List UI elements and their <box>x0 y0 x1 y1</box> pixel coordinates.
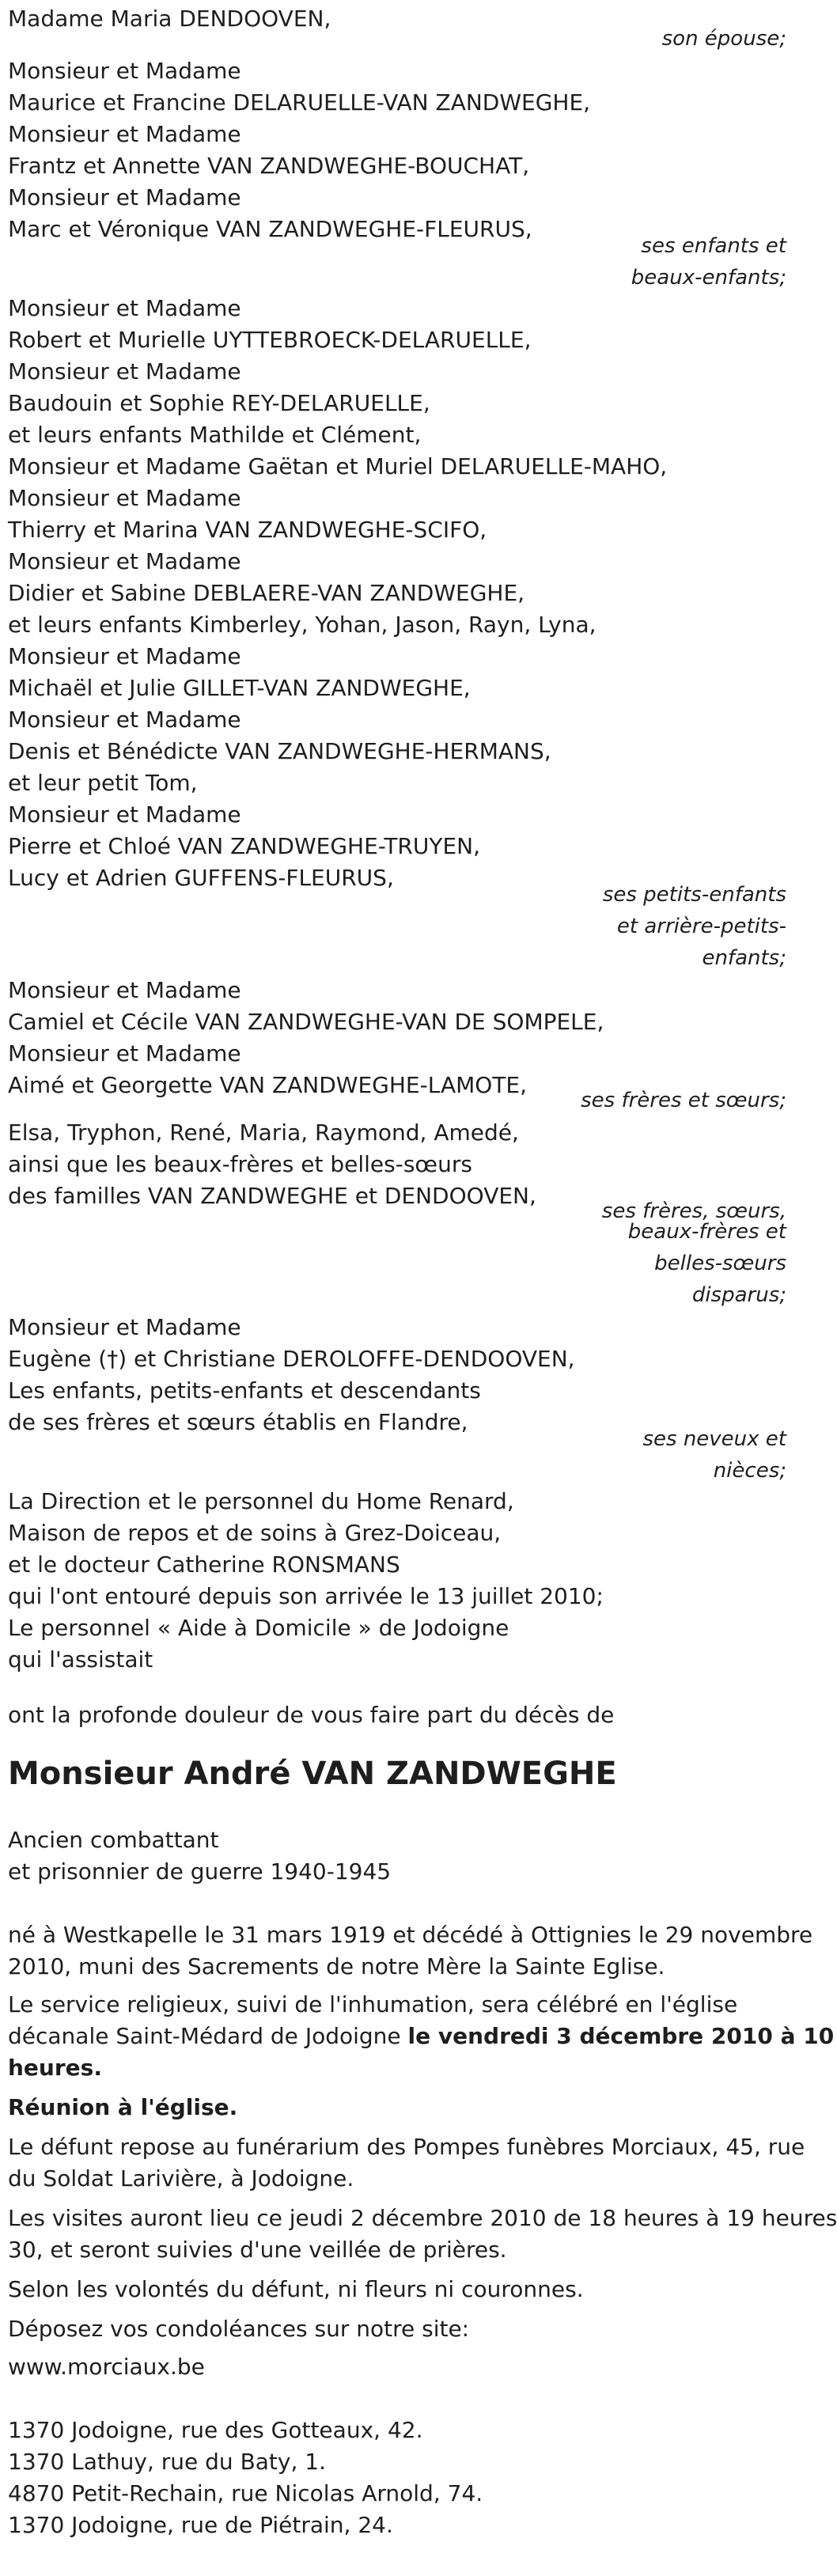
relation-label: son épouse; <box>661 27 786 51</box>
text-line: Monsieur et Madame <box>8 485 241 511</box>
text-line: Maison de repos et de soins à Grez-Doiceau, <box>8 1520 502 1546</box>
text-line: Frantz et Annette VAN ZANDWEGHE-BOUCHAT, <box>8 153 530 179</box>
text-line: Les enfants, petits-enfants et descendants <box>8 1377 481 1404</box>
text-line: Monsieur et Madame <box>8 643 241 669</box>
text-line: et leur petit Tom, <box>8 770 198 796</box>
text-line: Selon les volontés du défunt, ni fleurs ni couronnes. <box>8 2276 584 2302</box>
text-line: Marc et Véronique VAN ZANDWEGHE-FLEURUS, <box>8 216 532 242</box>
text-line: 30, et seront suivies d'une veillée de prières. <box>8 2237 507 2263</box>
text-line: Didier et Sabine DEBLAERE-VAN ZANDWEGHE, <box>8 580 525 606</box>
text-line: Maurice et Francine DELARUELLE-VAN ZANDWEGHE, <box>8 89 591 116</box>
text-line: et prisonnier de guerre 1940-1945 <box>8 1858 392 1885</box>
text-line: Michaël et Julie GILLET-VAN ZANDWEGHE, <box>8 675 471 701</box>
relation-label: enfants; <box>702 946 786 970</box>
text-line: Elsa, Tryphon, René, Maria, Raymond, Amedé, <box>8 1119 519 1146</box>
text-line: Pierre et Chloé VAN ZANDWEGHE-TRUYEN, <box>8 833 481 859</box>
text-line: Monsieur et Madame <box>8 295 241 321</box>
text-line: Monsieur et Madame <box>8 121 241 147</box>
text-line: Le défunt repose au funérarium des Pompes funèbres Morciaux, 45, rue <box>8 2134 805 2160</box>
text-line: Déposez vos condoléances sur notre site: <box>8 2316 470 2342</box>
text-line: Monsieur et Madame <box>8 548 241 574</box>
relation-label: ses frères, sœurs, <box>601 1199 786 1223</box>
relation-label: beaux-frères et <box>627 1220 786 1244</box>
text-line: et leurs enfants Mathilde et Clément, <box>8 422 422 448</box>
service-line <box>8 2025 834 2048</box>
meeting-line: Réunion à l'église. <box>8 2094 238 2120</box>
text-line: Lucy et Adrien GUFFENS-FLEURUS, <box>8 865 394 891</box>
relation-label: et arrière-petits- <box>616 915 786 938</box>
text-line: de ses frères et sœurs établis en Flandre, <box>8 1409 468 1435</box>
text-line: Monsieur et Madame <box>8 358 241 385</box>
text-line: Denis et Bénédicte VAN ZANDWEGHE-HERMANS, <box>8 738 551 764</box>
text-line: Le service religieux, suivi de l'inhumation, sera célébré en l'église <box>8 1991 738 2017</box>
text-line: Monsieur et Madame Gaëtan et Muriel DELARUELLE-MAHO, <box>8 453 668 479</box>
text-line: Madame Maria DENDOOVEN, <box>8 6 331 32</box>
text-line: qui l'assistait <box>8 1646 153 1673</box>
relation-label: disparus; <box>691 1283 786 1307</box>
address-line: 1370 Jodoigne, rue de Piétrain, 24. <box>8 2512 393 2538</box>
intro-line: ont la profonde douleur de vous faire part du décès de <box>8 1702 615 1728</box>
relation-label: belles-sœurs <box>654 1252 786 1275</box>
text-line: des familles VAN ZANDWEGHE et DENDOOVEN, <box>8 1183 536 1209</box>
service-time: heures. <box>8 2055 102 2081</box>
text-line: Monsieur et Madame <box>8 184 241 210</box>
relation-label: ses frères et sœurs; <box>581 1089 786 1112</box>
text-line: Les visites auront lieu ce jeudi 2 décembre 2010 de 18 heures à 19 heures <box>8 2205 837 2231</box>
text-line: qui l'ont entouré depuis son arrivée le 13 juillet 2010; <box>8 1583 604 1609</box>
text-line: Camiel et Cécile VAN ZANDWEGHE-VAN DE SOMPELE, <box>8 1009 604 1035</box>
service-location: décanale Saint-Médard de Jodoigne <box>8 2023 408 2049</box>
text-line: Monsieur et Madame <box>8 977 241 1003</box>
text-line: et leurs enfants Kimberley, Yohan, Jason, Rayn, Lyna, <box>8 612 597 638</box>
text-line: 2010, muni des Sacrements de notre Mère la Sainte Eglise. <box>8 1953 665 1979</box>
text-line: Monsieur et Madame <box>8 58 241 84</box>
address-line: 4870 Petit-Rechain, rue Nicolas Arnold, 74. <box>8 2480 483 2506</box>
address-line: 1370 Lathuy, rue du Baty, 1. <box>8 2449 326 2475</box>
text-line: La Direction et le personnel du Home Renard, <box>8 1488 514 1514</box>
text-line: Baudouin et Sophie REY-DELARUELLE, <box>8 390 430 416</box>
text-line: ainsi que les beaux-frères et belles-sœurs <box>8 1151 472 1177</box>
deceased-name: Monsieur André VAN ZANDWEGHE <box>8 1756 617 1792</box>
text-line: Eugène (†) et Christiane DEROLOFFE-DENDOOVEN, <box>8 1346 575 1372</box>
relation-label: ses neveux et <box>642 1427 786 1451</box>
text-line: Thierry et Marina VAN ZANDWEGHE-SCIFO, <box>8 517 487 543</box>
service-date: le vendredi 3 décembre 2010 à 10 <box>407 2023 835 2049</box>
relation-label: ses petits-enfants <box>602 883 786 907</box>
text-line: du Soldat Larivière, à Jodoigne. <box>8 2165 354 2191</box>
text-line: et le docteur Catherine RONSMANS <box>8 1551 400 1578</box>
text-line: Aimé et Georgette VAN ZANDWEGHE-LAMOTE, <box>8 1072 528 1098</box>
text-line: Robert et Murielle UYTTEBROECK-DELARUELLE, <box>8 327 532 353</box>
text-line: Le personnel « Aide à Domicile » de Jodoigne <box>8 1615 509 1641</box>
relation-label: ses enfants et <box>641 234 786 258</box>
relation-label: nièces; <box>713 1459 786 1483</box>
text-line: Monsieur et Madame <box>8 1314 241 1340</box>
text-line: Monsieur et Madame <box>8 707 241 733</box>
website-link[interactable]: www.morciaux.be <box>8 2354 205 2380</box>
relation-label: beaux-enfants; <box>631 266 786 290</box>
text-line: Monsieur et Madame <box>8 801 241 828</box>
text-line: Monsieur et Madame <box>8 1040 241 1066</box>
address-line: 1370 Jodoigne, rue des Gotteaux, 42. <box>8 2417 423 2443</box>
text-line: né à Westkapelle le 31 mars 1919 et décédé à Ottignies le 29 novembre <box>8 1922 813 1948</box>
text-line: Ancien combattant <box>8 1827 219 1853</box>
